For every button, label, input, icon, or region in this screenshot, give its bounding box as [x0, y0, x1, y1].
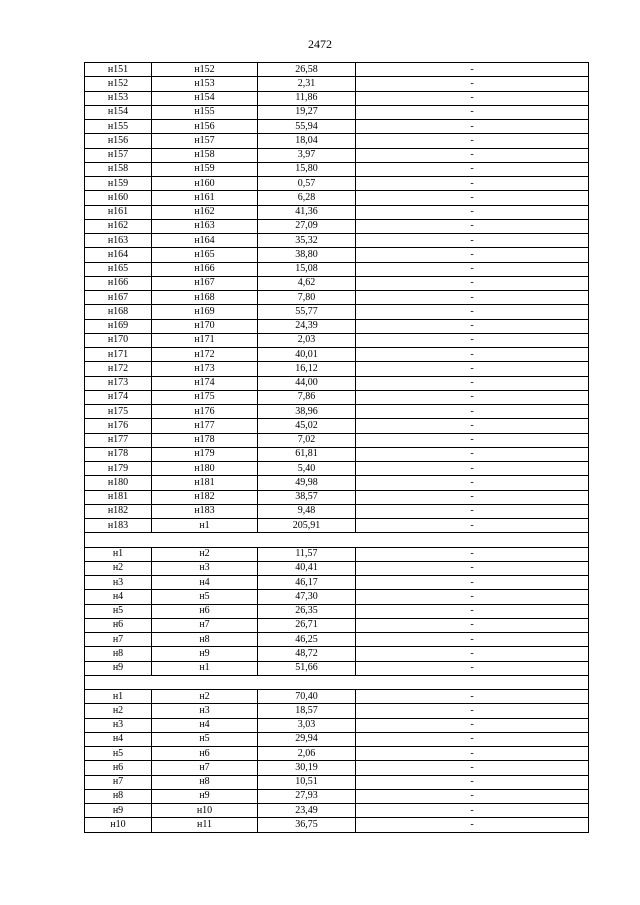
table-row [85, 433, 589, 447]
distance-cell: 45,02 [258, 419, 356, 433]
to-point-cell: н156 [152, 120, 258, 134]
distance-cell: 18,57 [258, 704, 356, 718]
to-point-cell: н183 [152, 504, 258, 518]
note-cell: - [356, 519, 589, 533]
from-point-cell: н171 [85, 348, 152, 362]
from-point-cell: н161 [85, 205, 152, 219]
table-row [85, 747, 589, 761]
boundary-points-table [84, 62, 589, 833]
distance-cell: 10,51 [258, 775, 356, 789]
from-point-cell: н156 [85, 134, 152, 148]
section-separator-row [85, 533, 589, 547]
note-cell: - [356, 191, 589, 205]
note-cell: - [356, 305, 589, 319]
from-point-cell: н1 [85, 547, 152, 561]
note-cell: - [356, 775, 589, 789]
to-point-cell: н176 [152, 405, 258, 419]
note-cell: - [356, 362, 589, 376]
distance-cell: 38,57 [258, 490, 356, 504]
from-point-cell: н6 [85, 618, 152, 632]
from-point-cell: н5 [85, 604, 152, 618]
table-row [85, 305, 589, 319]
note-cell: - [356, 789, 589, 803]
page-number: 2472 [308, 37, 332, 51]
table-row [85, 177, 589, 191]
distance-cell: 36,75 [258, 818, 356, 832]
distance-cell: 9,48 [258, 504, 356, 518]
separator-cell [85, 675, 589, 689]
note-cell: - [356, 390, 589, 404]
to-point-cell: н6 [152, 604, 258, 618]
from-point-cell: н6 [85, 761, 152, 775]
to-point-cell: н169 [152, 305, 258, 319]
table-row [85, 718, 589, 732]
note-cell: - [356, 732, 589, 746]
to-point-cell: н3 [152, 704, 258, 718]
table-row [85, 704, 589, 718]
table-row [85, 519, 589, 533]
distance-cell: 15,08 [258, 262, 356, 276]
table-body [85, 63, 589, 833]
to-point-cell: н8 [152, 775, 258, 789]
distance-cell: 4,62 [258, 276, 356, 290]
to-point-cell: н8 [152, 633, 258, 647]
note-cell: - [356, 419, 589, 433]
from-point-cell: н151 [85, 63, 152, 77]
to-point-cell: н161 [152, 191, 258, 205]
from-point-cell: н3 [85, 718, 152, 732]
to-point-cell: н163 [152, 219, 258, 233]
table-row [85, 291, 589, 305]
distance-cell: 15,80 [258, 162, 356, 176]
from-point-cell: н157 [85, 148, 152, 162]
distance-cell: 2,03 [258, 333, 356, 347]
table-row [85, 419, 589, 433]
table-row [85, 576, 589, 590]
table-row [85, 219, 589, 233]
from-point-cell: н158 [85, 162, 152, 176]
table-row [85, 319, 589, 333]
from-point-cell: н4 [85, 732, 152, 746]
note-cell: - [356, 718, 589, 732]
table-row [85, 775, 589, 789]
from-point-cell: н4 [85, 590, 152, 604]
table-row [85, 462, 589, 476]
from-point-cell: н165 [85, 262, 152, 276]
table-row [85, 633, 589, 647]
to-point-cell: н179 [152, 447, 258, 461]
distance-cell: 29,94 [258, 732, 356, 746]
distance-cell: 23,49 [258, 804, 356, 818]
table-row [85, 191, 589, 205]
note-cell: - [356, 177, 589, 191]
from-point-cell: н7 [85, 633, 152, 647]
note-cell: - [356, 462, 589, 476]
table-row [85, 148, 589, 162]
note-cell: - [356, 704, 589, 718]
table-row [85, 348, 589, 362]
table-row [85, 63, 589, 77]
from-point-cell: н155 [85, 120, 152, 134]
from-point-cell: н153 [85, 91, 152, 105]
to-point-cell: н181 [152, 476, 258, 490]
note-cell: - [356, 120, 589, 134]
distance-cell: 3,97 [258, 148, 356, 162]
from-point-cell: н162 [85, 219, 152, 233]
from-point-cell: н170 [85, 333, 152, 347]
note-cell: - [356, 162, 589, 176]
table-row [85, 789, 589, 803]
table-row [85, 333, 589, 347]
from-point-cell: н8 [85, 789, 152, 803]
note-cell: - [356, 604, 589, 618]
to-point-cell: н5 [152, 590, 258, 604]
from-point-cell: н182 [85, 504, 152, 518]
table-row [85, 661, 589, 675]
to-point-cell: н153 [152, 77, 258, 91]
from-point-cell: н3 [85, 576, 152, 590]
from-point-cell: н163 [85, 234, 152, 248]
to-point-cell: н174 [152, 376, 258, 390]
table-row [85, 590, 589, 604]
distance-cell: 3,03 [258, 718, 356, 732]
table-row [85, 732, 589, 746]
note-cell: - [356, 333, 589, 347]
to-point-cell: н164 [152, 234, 258, 248]
note-cell: - [356, 77, 589, 91]
from-point-cell: н176 [85, 419, 152, 433]
to-point-cell: н171 [152, 333, 258, 347]
to-point-cell: н160 [152, 177, 258, 191]
distance-cell: 27,09 [258, 219, 356, 233]
distance-cell: 27,93 [258, 789, 356, 803]
distance-cell: 47,30 [258, 590, 356, 604]
from-point-cell: н168 [85, 305, 152, 319]
note-cell: - [356, 618, 589, 632]
to-point-cell: н157 [152, 134, 258, 148]
distance-cell: 26,58 [258, 63, 356, 77]
note-cell: - [356, 405, 589, 419]
note-cell: - [356, 234, 589, 248]
to-point-cell: н167 [152, 276, 258, 290]
note-cell: - [356, 633, 589, 647]
note-cell: - [356, 590, 589, 604]
note-cell: - [356, 504, 589, 518]
note-cell: - [356, 476, 589, 490]
from-point-cell: н175 [85, 405, 152, 419]
note-cell: - [356, 804, 589, 818]
note-cell: - [356, 248, 589, 262]
table-row [85, 690, 589, 704]
note-cell: - [356, 319, 589, 333]
from-point-cell: н9 [85, 661, 152, 675]
to-point-cell: н172 [152, 348, 258, 362]
distance-cell: 40,41 [258, 561, 356, 575]
from-point-cell: н1 [85, 690, 152, 704]
note-cell: - [356, 433, 589, 447]
table-row [85, 490, 589, 504]
to-point-cell: н7 [152, 618, 258, 632]
to-point-cell: н4 [152, 576, 258, 590]
to-point-cell: н155 [152, 105, 258, 119]
note-cell: - [356, 561, 589, 575]
distance-cell: 38,80 [258, 248, 356, 262]
to-point-cell: н9 [152, 647, 258, 661]
distance-cell: 11,86 [258, 91, 356, 105]
from-point-cell: н154 [85, 105, 152, 119]
to-point-cell: н158 [152, 148, 258, 162]
to-point-cell: н175 [152, 390, 258, 404]
from-point-cell: н180 [85, 476, 152, 490]
distance-cell: 26,71 [258, 618, 356, 632]
from-point-cell: н172 [85, 362, 152, 376]
distance-cell: 7,86 [258, 390, 356, 404]
note-cell: - [356, 291, 589, 305]
table-row [85, 647, 589, 661]
table-row [85, 376, 589, 390]
from-point-cell: н7 [85, 775, 152, 789]
to-point-cell: н2 [152, 690, 258, 704]
to-point-cell: н6 [152, 747, 258, 761]
note-cell: - [356, 376, 589, 390]
distance-cell: 70,40 [258, 690, 356, 704]
distance-cell: 7,02 [258, 433, 356, 447]
to-point-cell: н182 [152, 490, 258, 504]
from-point-cell: н167 [85, 291, 152, 305]
from-point-cell: н183 [85, 519, 152, 533]
note-cell: - [356, 576, 589, 590]
note-cell: - [356, 276, 589, 290]
to-point-cell: н166 [152, 262, 258, 276]
from-point-cell: н177 [85, 433, 152, 447]
note-cell: - [356, 148, 589, 162]
distance-cell: 51,66 [258, 661, 356, 675]
table-row [85, 504, 589, 518]
from-point-cell: н9 [85, 804, 152, 818]
distance-cell: 24,39 [258, 319, 356, 333]
from-point-cell: н160 [85, 191, 152, 205]
to-point-cell: н154 [152, 91, 258, 105]
distance-cell: 46,25 [258, 633, 356, 647]
note-cell: - [356, 262, 589, 276]
from-point-cell: н159 [85, 177, 152, 191]
to-point-cell: н177 [152, 419, 258, 433]
distance-cell: 19,27 [258, 105, 356, 119]
section-separator-row [85, 675, 589, 689]
from-point-cell: н174 [85, 390, 152, 404]
distance-cell: 205,91 [258, 519, 356, 533]
distance-cell: 55,94 [258, 120, 356, 134]
distance-cell: 35,32 [258, 234, 356, 248]
distance-cell: 6,28 [258, 191, 356, 205]
to-point-cell: н4 [152, 718, 258, 732]
table-row [85, 91, 589, 105]
table-row [85, 547, 589, 561]
distance-cell: 26,35 [258, 604, 356, 618]
to-point-cell: н165 [152, 248, 258, 262]
table-row [85, 618, 589, 632]
to-point-cell: н2 [152, 547, 258, 561]
table-row [85, 262, 589, 276]
to-point-cell: н173 [152, 362, 258, 376]
to-point-cell: н180 [152, 462, 258, 476]
from-point-cell: н5 [85, 747, 152, 761]
table-row [85, 604, 589, 618]
distance-cell: 2,31 [258, 77, 356, 91]
note-cell: - [356, 490, 589, 504]
table-row [85, 162, 589, 176]
table-row [85, 362, 589, 376]
table-row [85, 476, 589, 490]
distance-cell: 11,57 [258, 547, 356, 561]
distance-cell: 61,81 [258, 447, 356, 461]
from-point-cell: н169 [85, 319, 152, 333]
to-point-cell: н1 [152, 661, 258, 675]
from-point-cell: н2 [85, 561, 152, 575]
to-point-cell: н168 [152, 291, 258, 305]
distance-cell: 16,12 [258, 362, 356, 376]
note-cell: - [356, 647, 589, 661]
note-cell: - [356, 105, 589, 119]
table-row [85, 818, 589, 832]
table-row [85, 761, 589, 775]
to-point-cell: н170 [152, 319, 258, 333]
table-row [85, 134, 589, 148]
table-row [85, 248, 589, 262]
to-point-cell: н152 [152, 63, 258, 77]
note-cell: - [356, 761, 589, 775]
to-point-cell: н10 [152, 804, 258, 818]
from-point-cell: н2 [85, 704, 152, 718]
from-point-cell: н164 [85, 248, 152, 262]
from-point-cell: н152 [85, 77, 152, 91]
to-point-cell: н5 [152, 732, 258, 746]
note-cell: - [356, 91, 589, 105]
distance-cell: 44,00 [258, 376, 356, 390]
note-cell: - [356, 690, 589, 704]
to-point-cell: н178 [152, 433, 258, 447]
distance-cell: 30,19 [258, 761, 356, 775]
table-row [85, 561, 589, 575]
to-point-cell: н7 [152, 761, 258, 775]
note-cell: - [356, 219, 589, 233]
distance-cell: 38,96 [258, 405, 356, 419]
note-cell: - [356, 747, 589, 761]
from-point-cell: н166 [85, 276, 152, 290]
from-point-cell: н10 [85, 818, 152, 832]
table-row [85, 120, 589, 134]
distance-cell: 7,80 [258, 291, 356, 305]
distance-cell: 2,06 [258, 747, 356, 761]
distance-cell: 55,77 [258, 305, 356, 319]
note-cell: - [356, 661, 589, 675]
from-point-cell: н173 [85, 376, 152, 390]
from-point-cell: н178 [85, 447, 152, 461]
table-row [85, 205, 589, 219]
to-point-cell: н11 [152, 818, 258, 832]
distance-cell: 5,40 [258, 462, 356, 476]
table-row [85, 804, 589, 818]
distance-cell: 0,57 [258, 177, 356, 191]
table-row [85, 105, 589, 119]
table-row [85, 447, 589, 461]
note-cell: - [356, 205, 589, 219]
note-cell: - [356, 818, 589, 832]
to-point-cell: н1 [152, 519, 258, 533]
distance-cell: 40,01 [258, 348, 356, 362]
distance-cell: 48,72 [258, 647, 356, 661]
table-row [85, 234, 589, 248]
distance-cell: 18,04 [258, 134, 356, 148]
to-point-cell: н3 [152, 561, 258, 575]
table-row [85, 405, 589, 419]
from-point-cell: н179 [85, 462, 152, 476]
from-point-cell: н181 [85, 490, 152, 504]
note-cell: - [356, 547, 589, 561]
to-point-cell: н162 [152, 205, 258, 219]
to-point-cell: н159 [152, 162, 258, 176]
note-cell: - [356, 63, 589, 77]
distance-cell: 46,17 [258, 576, 356, 590]
from-point-cell: н8 [85, 647, 152, 661]
distance-cell: 49,98 [258, 476, 356, 490]
note-cell: - [356, 447, 589, 461]
note-cell: - [356, 134, 589, 148]
separator-cell [85, 533, 589, 547]
note-cell: - [356, 348, 589, 362]
distance-cell: 41,36 [258, 205, 356, 219]
table-row [85, 77, 589, 91]
to-point-cell: н9 [152, 789, 258, 803]
table-row [85, 390, 589, 404]
table-row [85, 276, 589, 290]
